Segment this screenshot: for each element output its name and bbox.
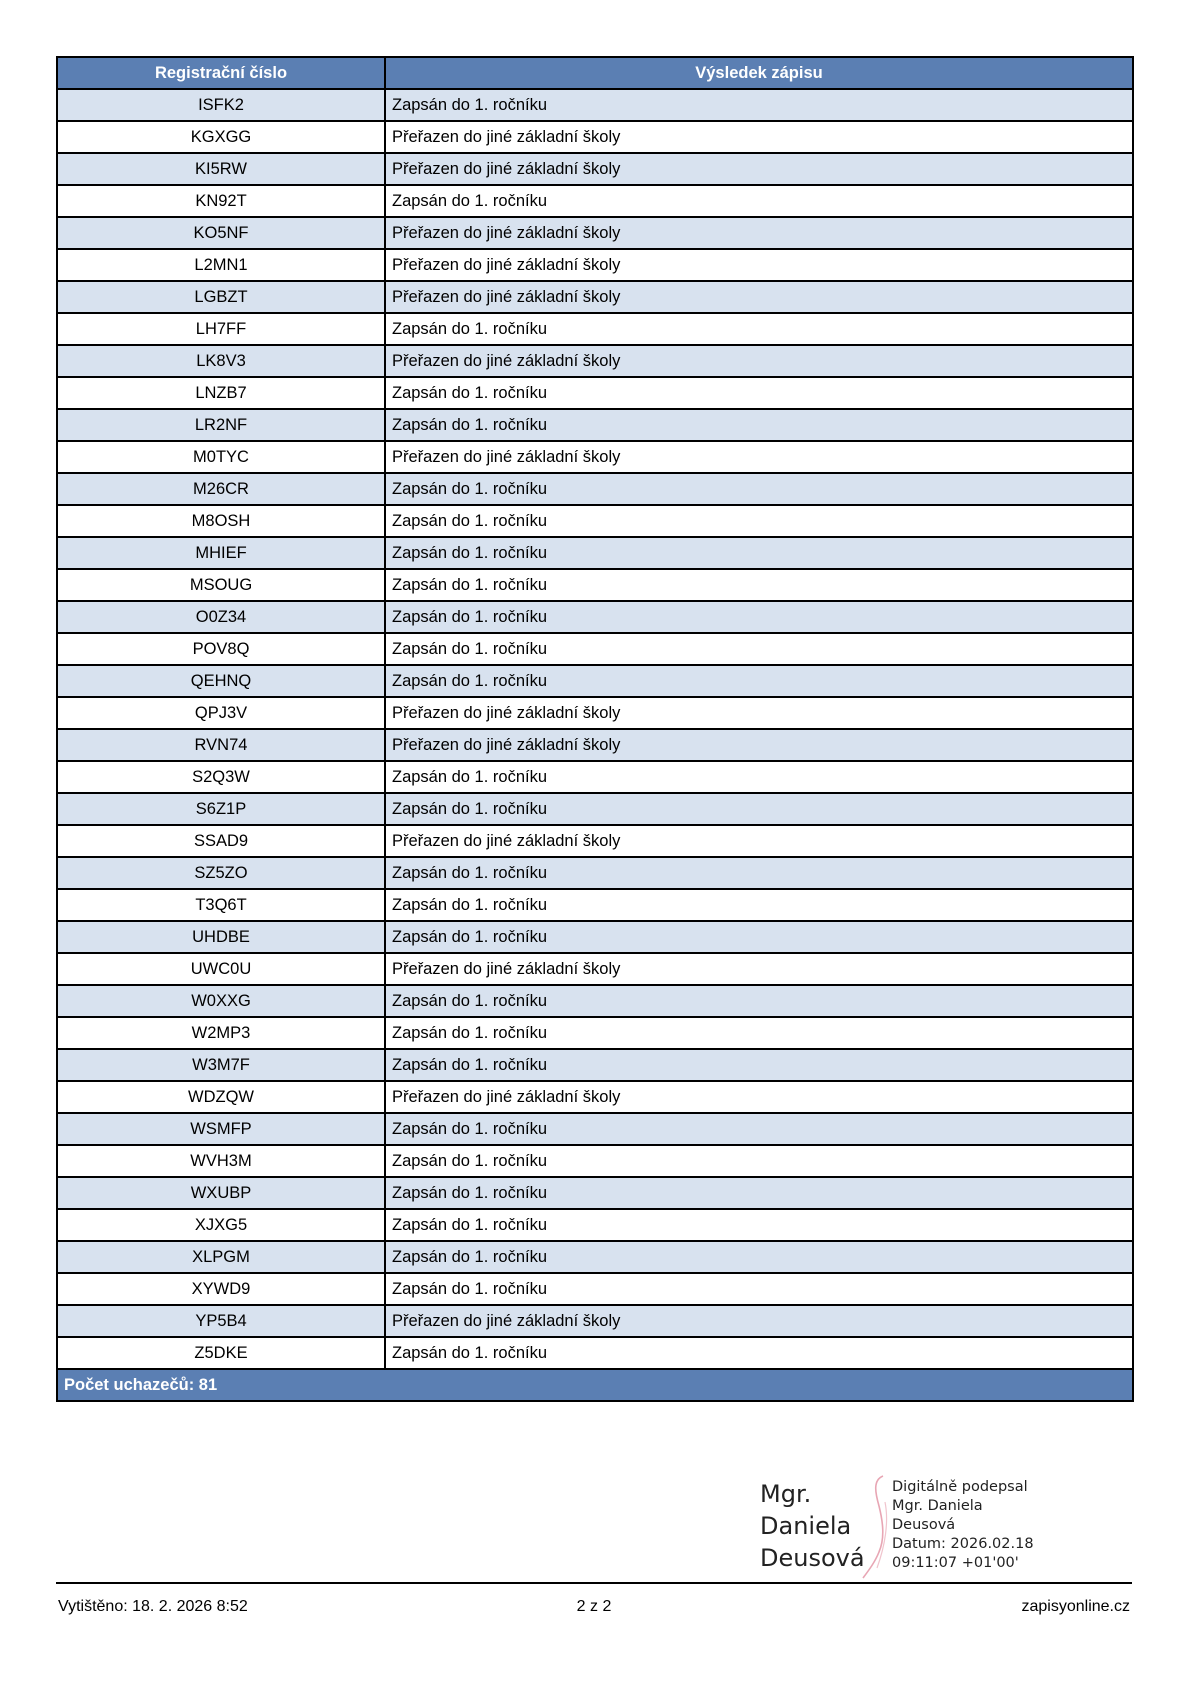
table-row [57,121,1133,153]
table-row [57,313,1133,345]
signature-detail-line: 09:11:07 +01'00' [892,1555,1019,1571]
results-table [56,56,1134,1402]
registration-number-cell: M0TYC [57,441,385,473]
signature-detail-line: Mgr. Daniela [892,1498,983,1514]
enrollment-result-cell: Zapsán do 1. ročníku [385,1145,1133,1177]
site-name: zapisyonline.cz [1021,1598,1130,1615]
registration-number-cell: LNZB7 [57,377,385,409]
table-row [57,537,1133,569]
registration-number-cell: LK8V3 [57,345,385,377]
table-row [57,1017,1133,1049]
registration-number-cell: KO5NF [57,217,385,249]
registration-number-cell: WVH3M [57,1145,385,1177]
registration-number-cell: WXUBP [57,1177,385,1209]
table-row [57,921,1133,953]
table-body [57,89,1133,1369]
registration-number-cell: SZ5ZO [57,857,385,889]
signature-name-line: Deusová [760,1544,865,1572]
enrollment-result-cell: Zapsán do 1. ročníku [385,1177,1133,1209]
table-row [57,1113,1133,1145]
footer-divider [56,1582,1132,1584]
registration-number-cell: S6Z1P [57,793,385,825]
enrollment-result-cell: Přeřazen do jiné základní školy [385,281,1133,313]
enrollment-result-cell: Přeřazen do jiné základní školy [385,345,1133,377]
page-footer [58,1598,1130,1618]
table-row [57,569,1133,601]
enrollment-result-cell: Přeřazen do jiné základní školy [385,953,1133,985]
registration-number-cell: KI5RW [57,153,385,185]
table-row [57,89,1133,121]
enrollment-result-cell: Zapsán do 1. ročníku [385,761,1133,793]
registration-number-cell: UHDBE [57,921,385,953]
table-row [57,1145,1133,1177]
table-row [57,985,1133,1017]
enrollment-result-cell: Zapsán do 1. ročníku [385,313,1133,345]
registration-number-cell: QPJ3V [57,697,385,729]
table-row [57,409,1133,441]
registration-number-cell: MSOUG [57,569,385,601]
table-row [57,345,1133,377]
enrollment-result-cell: Přeřazen do jiné základní školy [385,121,1133,153]
enrollment-result-cell: Zapsán do 1. ročníku [385,1273,1133,1305]
table-row [57,377,1133,409]
registration-number-cell: O0Z34 [57,601,385,633]
registration-number-cell: WDZQW [57,1081,385,1113]
registration-number-cell: S2Q3W [57,761,385,793]
registration-number-cell: UWC0U [57,953,385,985]
registration-number-cell: RVN74 [57,729,385,761]
signature-detail-line: Datum: 2026.02.18 [892,1536,1034,1552]
signature-detail-line: Digitálně podepsal [892,1479,1028,1495]
table-row [57,1305,1133,1337]
table-row [57,1337,1133,1369]
registration-number-cell: WSMFP [57,1113,385,1145]
header-registration-number: Registrační číslo [57,57,385,89]
registration-number-cell: YP5B4 [57,1305,385,1337]
registration-number-cell: XLPGM [57,1241,385,1273]
enrollment-result-cell: Zapsán do 1. ročníku [385,409,1133,441]
table-header-row [57,57,1133,89]
registration-number-cell: W2MP3 [57,1017,385,1049]
enrollment-result-cell: Zapsán do 1. ročníku [385,89,1133,121]
enrollment-result-cell: Zapsán do 1. ročníku [385,569,1133,601]
enrollment-result-cell: Zapsán do 1. ročníku [385,793,1133,825]
registration-number-cell: SSAD9 [57,825,385,857]
table-row [57,185,1133,217]
summary-row [57,1369,1133,1401]
registration-number-cell: Z5DKE [57,1337,385,1369]
registration-number-cell: LGBZT [57,281,385,313]
enrollment-result-cell: Přeřazen do jiné základní školy [385,729,1133,761]
digital-signature [760,1478,1100,1578]
enrollment-result-cell: Přeřazen do jiné základní školy [385,153,1133,185]
registration-number-cell: POV8Q [57,633,385,665]
registration-number-cell: KGXGG [57,121,385,153]
signature-name-line: Mgr. [760,1480,812,1508]
table-row [57,633,1133,665]
enrollment-result-cell: Zapsán do 1. ročníku [385,1241,1133,1273]
enrollment-result-cell: Zapsán do 1. ročníku [385,985,1133,1017]
registration-number-cell: XYWD9 [57,1273,385,1305]
registration-number-cell: XJXG5 [57,1209,385,1241]
registration-number-cell: MHIEF [57,537,385,569]
enrollment-result-cell: Zapsán do 1. ročníku [385,1017,1133,1049]
table-row [57,697,1133,729]
signature-name-line: Daniela [760,1512,852,1540]
enrollment-result-cell: Zapsán do 1. ročníku [385,921,1133,953]
registration-number-cell: KN92T [57,185,385,217]
enrollment-result-cell: Zapsán do 1. ročníku [385,505,1133,537]
registration-number-cell: M26CR [57,473,385,505]
enrollment-result-cell: Zapsán do 1. ročníku [385,185,1133,217]
enrollment-result-cell: Zapsán do 1. ročníku [385,473,1133,505]
registration-number-cell: LR2NF [57,409,385,441]
results-table-container [56,56,1132,1402]
table-row [57,889,1133,921]
table-row [57,217,1133,249]
enrollment-result-cell: Zapsán do 1. ročníku [385,537,1133,569]
enrollment-result-cell: Zapsán do 1. ročníku [385,665,1133,697]
table-row [57,441,1133,473]
registration-number-cell: W3M7F [57,1049,385,1081]
registration-number-cell: LH7FF [57,313,385,345]
table-row [57,825,1133,857]
enrollment-result-cell: Přeřazen do jiné základní školy [385,697,1133,729]
applicant-count: Počet uchazečů: 81 [57,1369,1133,1401]
enrollment-result-cell: Přeřazen do jiné základní školy [385,1305,1133,1337]
registration-number-cell: T3Q6T [57,889,385,921]
table-row [57,953,1133,985]
table-row [57,1209,1133,1241]
signature-details [892,1478,1034,1573]
registration-number-cell: L2MN1 [57,249,385,281]
table-row [57,249,1133,281]
registration-number-cell: QEHNQ [57,665,385,697]
table-row [57,281,1133,313]
table-row [57,729,1133,761]
page-number: 2 z 2 [576,1598,612,1615]
enrollment-result-cell: Přeřazen do jiné základní školy [385,825,1133,857]
enrollment-result-cell: Zapsán do 1. ročníku [385,633,1133,665]
table-row [57,1081,1133,1113]
enrollment-result-cell: Zapsán do 1. ročníku [385,857,1133,889]
printed-timestamp: Vytištěno: 18. 2. 2026 8:52 [58,1598,248,1615]
registration-number-cell: M8OSH [57,505,385,537]
table-row [57,1241,1133,1273]
enrollment-result-cell: Zapsán do 1. ročníku [385,1209,1133,1241]
enrollment-result-cell: Zapsán do 1. ročníku [385,889,1133,921]
table-row [57,857,1133,889]
table-row [57,793,1133,825]
enrollment-result-cell: Zapsán do 1. ročníku [385,601,1133,633]
table-row [57,601,1133,633]
enrollment-result-cell: Zapsán do 1. ročníku [385,1113,1133,1145]
table-row [57,153,1133,185]
enrollment-result-cell: Přeřazen do jiné základní školy [385,1081,1133,1113]
table-row [57,1177,1133,1209]
table-row [57,1049,1133,1081]
enrollment-result-cell: Zapsán do 1. ročníku [385,1337,1133,1369]
table-row [57,473,1133,505]
enrollment-result-cell: Zapsán do 1. ročníku [385,1049,1133,1081]
table-row [57,505,1133,537]
signature-mark-icon [855,1472,895,1582]
enrollment-result-cell: Zapsán do 1. ročníku [385,377,1133,409]
table-row [57,1273,1133,1305]
enrollment-result-cell: Přeřazen do jiné základní školy [385,249,1133,281]
table-row [57,665,1133,697]
enrollment-result-cell: Přeřazen do jiné základní školy [385,217,1133,249]
registration-number-cell: ISFK2 [57,89,385,121]
header-enrollment-result: Výsledek zápisu [385,57,1133,89]
signature-detail-line: Deusová [892,1517,956,1533]
table-row [57,761,1133,793]
signature-name [760,1478,865,1574]
registration-number-cell: W0XXG [57,985,385,1017]
enrollment-result-cell: Přeřazen do jiné základní školy [385,441,1133,473]
